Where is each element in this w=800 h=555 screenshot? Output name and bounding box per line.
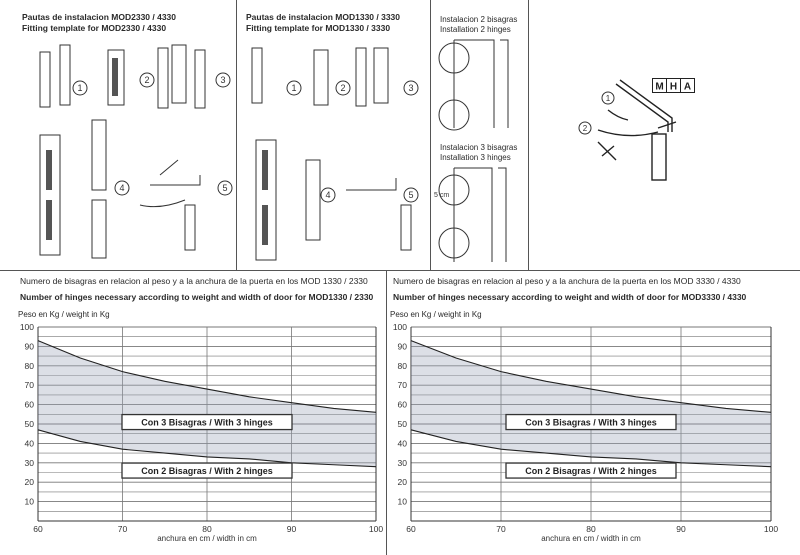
- y-tick-label: 90: [24, 341, 34, 352]
- y-tick-label: 90: [397, 341, 407, 352]
- door-diagram: [430, 0, 528, 270]
- logo-letter: A: [683, 81, 692, 93]
- y-tick-label: 30: [24, 457, 34, 468]
- y-tick-label: 30: [397, 457, 407, 468]
- dimension-label: 5 cm: [434, 192, 450, 199]
- x-tick-label: 70: [117, 524, 128, 534]
- step-label: 2: [340, 83, 346, 93]
- step-label: 4: [325, 190, 331, 200]
- y-tick-label: 40: [24, 438, 34, 449]
- step-label: 1: [291, 83, 297, 93]
- logo-letter: M: [655, 81, 664, 93]
- panel2-title: Pautas de instalacion MOD1330 / 3330: [246, 12, 401, 22]
- x-tick-label: 70: [496, 524, 506, 534]
- y-tick-label: 10: [397, 496, 407, 507]
- y-tick-label: 100: [19, 322, 34, 332]
- x-tick-label: 60: [33, 524, 43, 534]
- panel2-subtitle: Fitting template for MOD1330 / 3330: [246, 23, 391, 33]
- y-tick-label: 20: [24, 477, 34, 488]
- chart2-title: Numero de bisagras en relacion al peso y a la anchura de la puerta en los MOD 3330 / 4330: [393, 276, 741, 286]
- step-label: 4: [119, 183, 125, 193]
- y-tick-label: 80: [24, 360, 34, 371]
- series-label: Con 2 Bisagras / With 2 hinges: [525, 466, 657, 477]
- step-label: 5: [408, 190, 414, 200]
- y-tick-label: 60: [24, 399, 34, 410]
- series-label: Con 2 Bisagras / With 2 hinges: [141, 466, 273, 477]
- step-label: 1: [605, 94, 611, 103]
- panel1-title: Pautas de instalacion MOD2330 / 4330: [22, 12, 177, 22]
- x-tick-label: 60: [406, 524, 416, 534]
- x-tick-label: 90: [286, 524, 297, 534]
- step-label: 3: [220, 75, 226, 85]
- y-tick-label: 50: [24, 419, 34, 429]
- chart1-title: Numero de bisagras en relacion al peso y a la anchura de la puerta en los MOD 1330 / 2330: [20, 276, 368, 286]
- two-hinges-en: Installation 2 hinges: [440, 25, 511, 34]
- x-tick-label: 100: [763, 524, 779, 534]
- x-axis-label: anchura en cm / width in cm: [157, 534, 257, 543]
- chart2-subtitle: Number of hinges necessary according to weight and width of door for MOD3330 / 4330: [393, 292, 747, 302]
- step-label: 2: [582, 124, 588, 133]
- y-tick-label: 80: [397, 360, 407, 371]
- x-axis-label: anchura en cm / width in cm: [541, 534, 641, 543]
- chart1-subtitle: Number of hinges necessary according to weight and width of door for MOD1330 / 2330: [20, 292, 374, 302]
- x-tick-label: 80: [586, 524, 596, 534]
- three-hinges-en: Installation 3 hinges: [440, 153, 511, 162]
- step-label: 5: [222, 183, 228, 193]
- y-tick-label: 40: [397, 438, 407, 449]
- x-tick-label: 80: [202, 524, 212, 534]
- x-tick-label: 90: [676, 524, 686, 534]
- series-label: Con 3 Bisagras / With 3 hinges: [141, 417, 273, 428]
- three-hinges-es: Instalacion 3 bisagras: [440, 143, 518, 152]
- y-tick-label: 60: [397, 399, 407, 410]
- panel1-subtitle: Fitting template for MOD2330 / 4330: [22, 23, 167, 33]
- chart1: [0, 270, 386, 555]
- y-tick-label: 70: [24, 380, 34, 391]
- chart2: [386, 270, 800, 555]
- chart1-ylabel: Peso en Kg / weight in Kg: [18, 310, 110, 319]
- two-hinges-es: Instalacion 2 bisagras: [440, 15, 518, 24]
- y-tick-label: 20: [397, 477, 407, 488]
- y-tick-label: 100: [392, 322, 407, 332]
- hinge-adjust-diagram: [528, 70, 800, 260]
- y-tick-label: 10: [24, 496, 34, 507]
- logo-letter: H: [669, 81, 678, 93]
- y-tick-label: 50: [397, 419, 407, 429]
- panel2-illustration: [236, 0, 430, 270]
- panel1-step-markers: [0, 0, 236, 270]
- y-tick-label: 70: [397, 380, 407, 391]
- step-label: 1: [77, 83, 83, 93]
- chart2-ylabel: Peso en Kg / weight in Kg: [390, 310, 482, 319]
- x-tick-label: 100: [368, 524, 384, 534]
- step-label: 3: [408, 83, 414, 93]
- step-label: 2: [144, 75, 150, 85]
- series-label: Con 3 Bisagras / With 3 hinges: [525, 417, 657, 428]
